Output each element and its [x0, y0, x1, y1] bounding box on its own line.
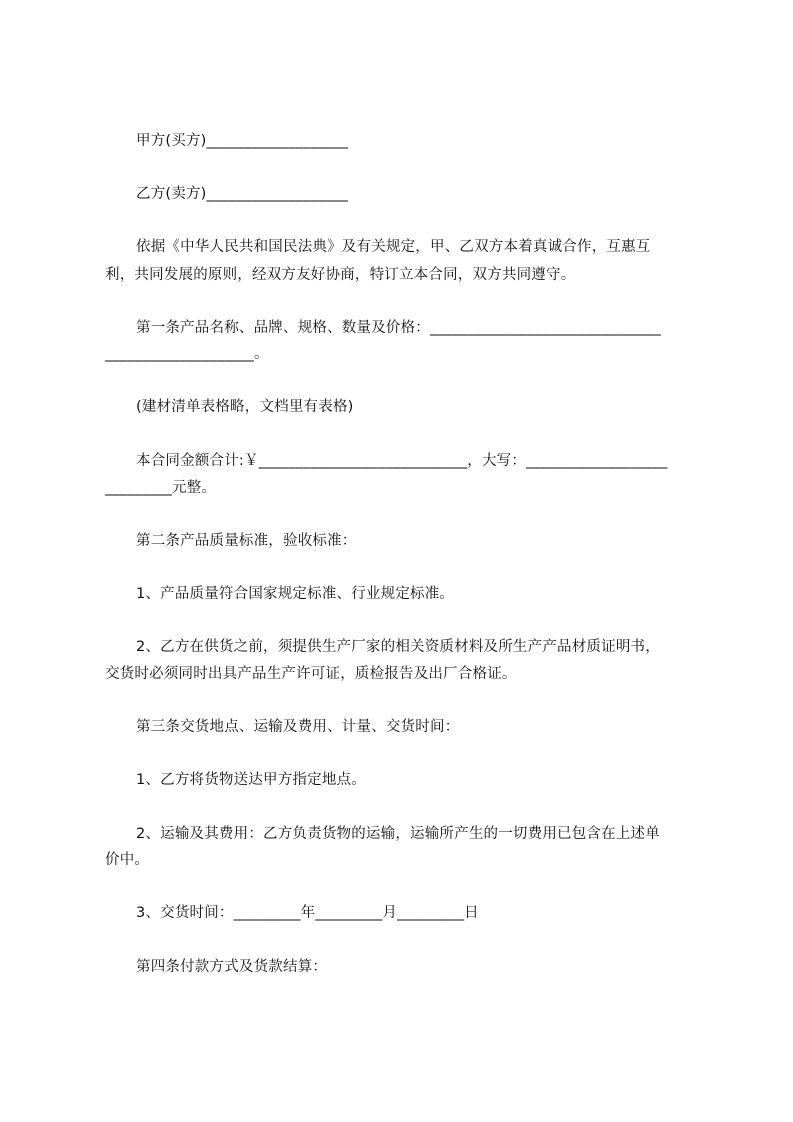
article-1-continuation: ____________________。	[105, 346, 269, 362]
party-b-line: 乙方(卖方)___________________	[136, 186, 349, 202]
contract-amount-continuation: _________元整。	[105, 480, 217, 496]
article-2-item-2-line-2: 交货时必须同时出具产品生产许可证，质检报告及出厂合格证。	[105, 666, 517, 682]
preamble-line-1: 依据《中华人民共和国民法典》及有关规定，甲、乙双方本着真诚合作，互惠互	[136, 239, 651, 255]
contract-amount-line: 本合同金额合计:￥____________________________，大写：___________________	[136, 453, 668, 469]
party-a-line: 甲方(买方)___________________	[136, 133, 349, 149]
article-1-heading: 第一条产品名称、品牌、规格、数量及价格：_______________________________	[136, 320, 661, 336]
article-3-heading: 第三条交货地点、运输及费用、计量、交货时间：	[136, 719, 460, 735]
article-2-heading: 第二条产品质量标准，验收标准：	[136, 533, 357, 549]
preamble-line-2: 利，共同发展的原则，经双方友好协商，特订立本合同，双方共同遵守。	[105, 267, 576, 283]
article-3-item-2-line-2: 价中。	[105, 852, 150, 868]
article-2-item-1: 1、产品质量符合国家规定标准、行业规定标准。	[136, 586, 455, 602]
article-3-item-1: 1、乙方将货物送达甲方指定地点。	[136, 772, 366, 788]
materials-note: (建材清单表格略，文档里有表格)	[136, 399, 354, 415]
article-4-heading: 第四条付款方式及货款结算：	[136, 959, 328, 975]
article-3-item-3: 3、交货时间：_________年_________月_________日	[136, 905, 479, 921]
article-2-item-2-line-1: 2、乙方在供货之前，须提供生产厂家的相关资质材料及所生产产品材质证明书，	[136, 639, 660, 655]
article-3-item-2-line-1: 2、运输及其费用：乙方负责货物的运输，运输所产生的一切费用已包含在上述单	[136, 826, 660, 842]
